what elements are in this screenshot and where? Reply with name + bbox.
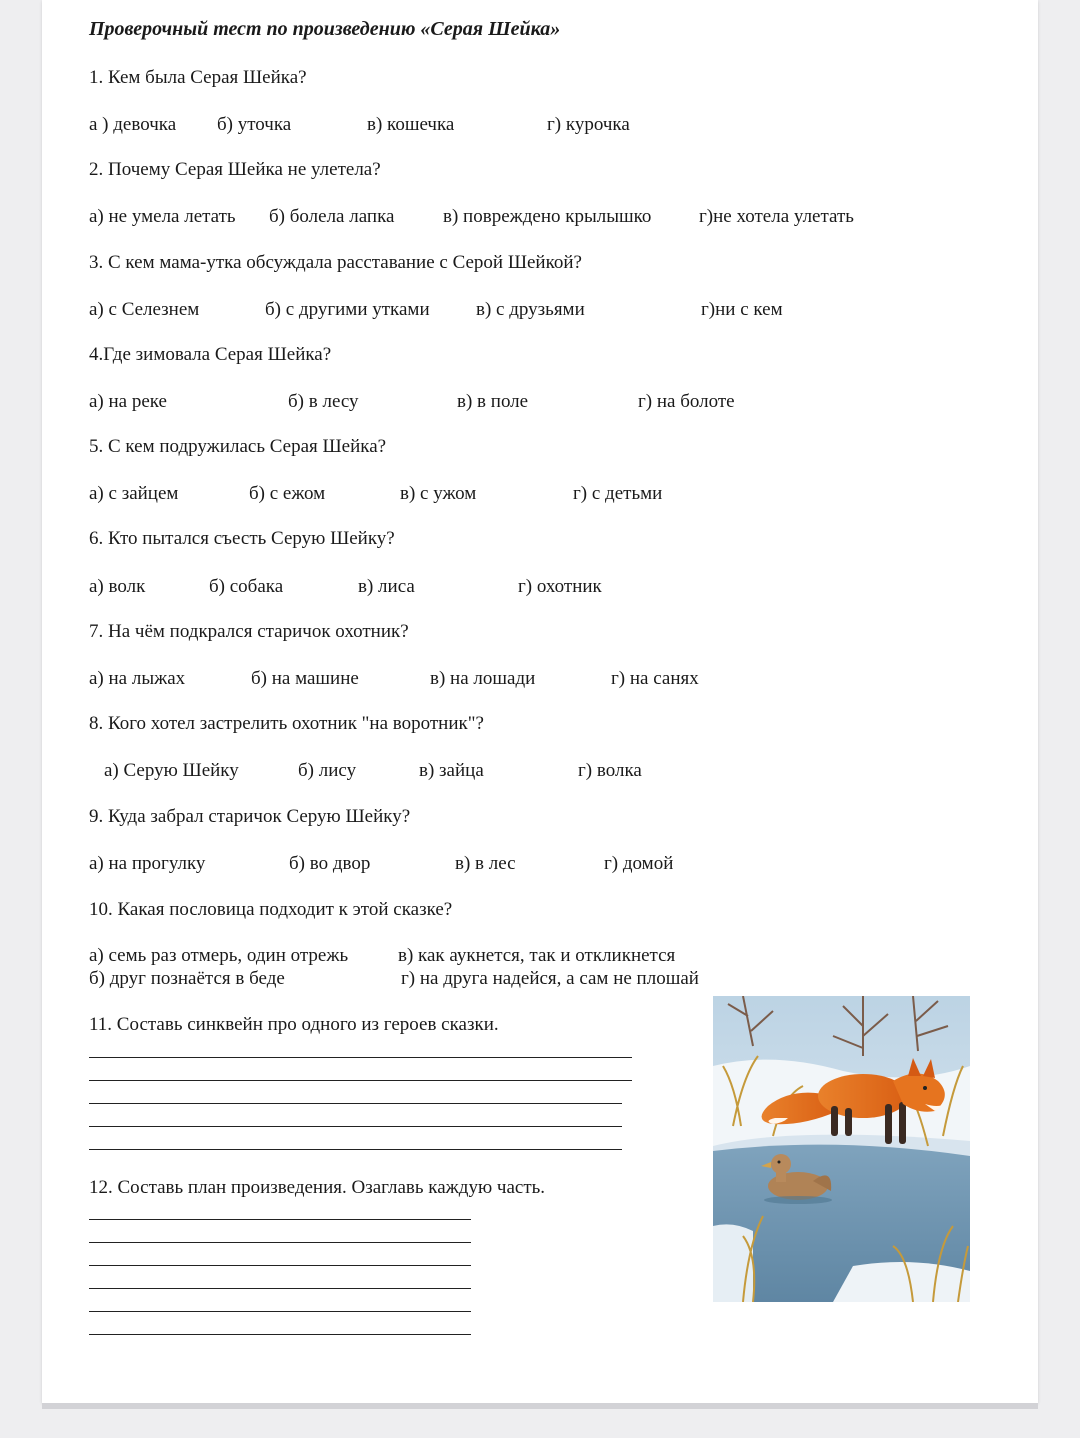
- q10-answer-b: б) друг познаётся в беде: [89, 968, 285, 989]
- q2-answer-b: б) болела лапка: [269, 206, 395, 227]
- answer-line[interactable]: [89, 1288, 471, 1289]
- task-11: 11. Составь синквейн про одного из героев сказки.: [89, 1014, 499, 1035]
- q9-answer-a: а) на прогулку: [89, 853, 206, 874]
- q7-answer-a: а) на лыжах: [89, 668, 186, 689]
- test-title: Проверочный тест по произведению «Серая Шейка»: [89, 18, 561, 40]
- question-7: 7. На чём подкрался старичок охотник?: [89, 621, 409, 642]
- q1-answer-b: б) уточка: [217, 114, 292, 135]
- q8-answer-b: б) лису: [298, 760, 357, 781]
- answer-line[interactable]: [89, 1103, 622, 1104]
- q8-answer-c: в) зайца: [419, 760, 484, 781]
- q6-answer-b: б) собака: [209, 576, 284, 597]
- q5-answer-b: б) с ежом: [249, 483, 326, 504]
- q9-answer-d: г) домой: [604, 853, 674, 874]
- q7-answer-b: б) на машине: [251, 668, 359, 689]
- question-2: 2. Почему Серая Шейка не улетела?: [89, 159, 381, 180]
- q4-answer-d: г) на болоте: [638, 391, 735, 412]
- answer-line[interactable]: [89, 1149, 622, 1150]
- q8-answer-d: г) волка: [578, 760, 642, 781]
- question-9: 9. Куда забрал старичок Серую Шейку?: [89, 806, 411, 827]
- question-6: 6. Кто пытался съесть Серую Шейку?: [89, 528, 395, 549]
- q8-answer-a: а) Серую Шейку: [104, 760, 239, 781]
- q2-answer-d: г)не хотела улетать: [699, 206, 854, 227]
- q1-answer-c: в) кошечка: [367, 114, 455, 135]
- q4-answer-c: в) в поле: [457, 391, 529, 412]
- q9-answer-c: в) в лес: [455, 853, 516, 874]
- q3-answer-b: б) с другими утками: [265, 299, 430, 320]
- q1-answer-d: г) курочка: [547, 114, 630, 135]
- q3-answer-c: в) с друзьями: [476, 299, 585, 320]
- question-4: 4.Где зимовала Серая Шейка?: [89, 344, 332, 365]
- answer-line[interactable]: [89, 1080, 632, 1081]
- answer-line[interactable]: [89, 1311, 471, 1312]
- q3-answer-a: а) с Селезнем: [89, 299, 200, 320]
- q6-answer-a: а) волк: [89, 576, 146, 597]
- q1-answer-a: а ) девочка: [89, 114, 177, 135]
- answer-line[interactable]: [89, 1265, 471, 1266]
- q9-answer-b: б) во двор: [289, 853, 371, 874]
- q10-answer-a: а) семь раз отмерь, один отрежь: [89, 945, 349, 966]
- answer-line[interactable]: [89, 1219, 471, 1220]
- answer-line[interactable]: [89, 1242, 471, 1243]
- q7-answer-c: в) на лошади: [430, 668, 536, 689]
- q10-answer-c: в) как аукнется, так и откликнется: [398, 945, 676, 966]
- q4-answer-a: а) на реке: [89, 391, 167, 412]
- fox-and-duck-illustration: [713, 996, 970, 1302]
- q2-answer-c: в) повреждено крылышко: [443, 206, 652, 227]
- q7-answer-d: г) на санях: [611, 668, 699, 689]
- task-12: 12. Составь план произведения. Озаглавь каждую часть.: [89, 1177, 546, 1198]
- page-bottom-edge: [42, 1403, 1038, 1409]
- question-8: 8. Кого хотел застрелить охотник "на воротник"?: [89, 713, 484, 734]
- q6-answer-d: г) охотник: [518, 576, 602, 597]
- question-5: 5. С кем подружилась Серая Шейка?: [89, 436, 387, 457]
- q5-answer-d: г) с детьми: [573, 483, 663, 504]
- answer-line[interactable]: [89, 1057, 632, 1058]
- q5-answer-c: в) с ужом: [400, 483, 477, 504]
- q10-answer-d: г) на друга надейся, а сам не плошай: [401, 968, 699, 989]
- q2-answer-a: а) не умела летать: [89, 206, 236, 227]
- answer-line[interactable]: [89, 1334, 471, 1335]
- answer-line[interactable]: [89, 1126, 622, 1127]
- q4-answer-b: б) в лесу: [288, 391, 359, 412]
- question-10: 10. Какая пословица подходит к этой сказке?: [89, 899, 453, 920]
- q5-answer-a: а) с зайцем: [89, 483, 179, 504]
- question-1: 1. Кем была Серая Шейка?: [89, 67, 307, 88]
- q6-answer-c: в) лиса: [358, 576, 415, 597]
- q3-answer-d: г)ни с кем: [701, 299, 783, 320]
- question-3: 3. С кем мама-утка обсуждала расставание с Серой Шейкой?: [89, 252, 582, 273]
